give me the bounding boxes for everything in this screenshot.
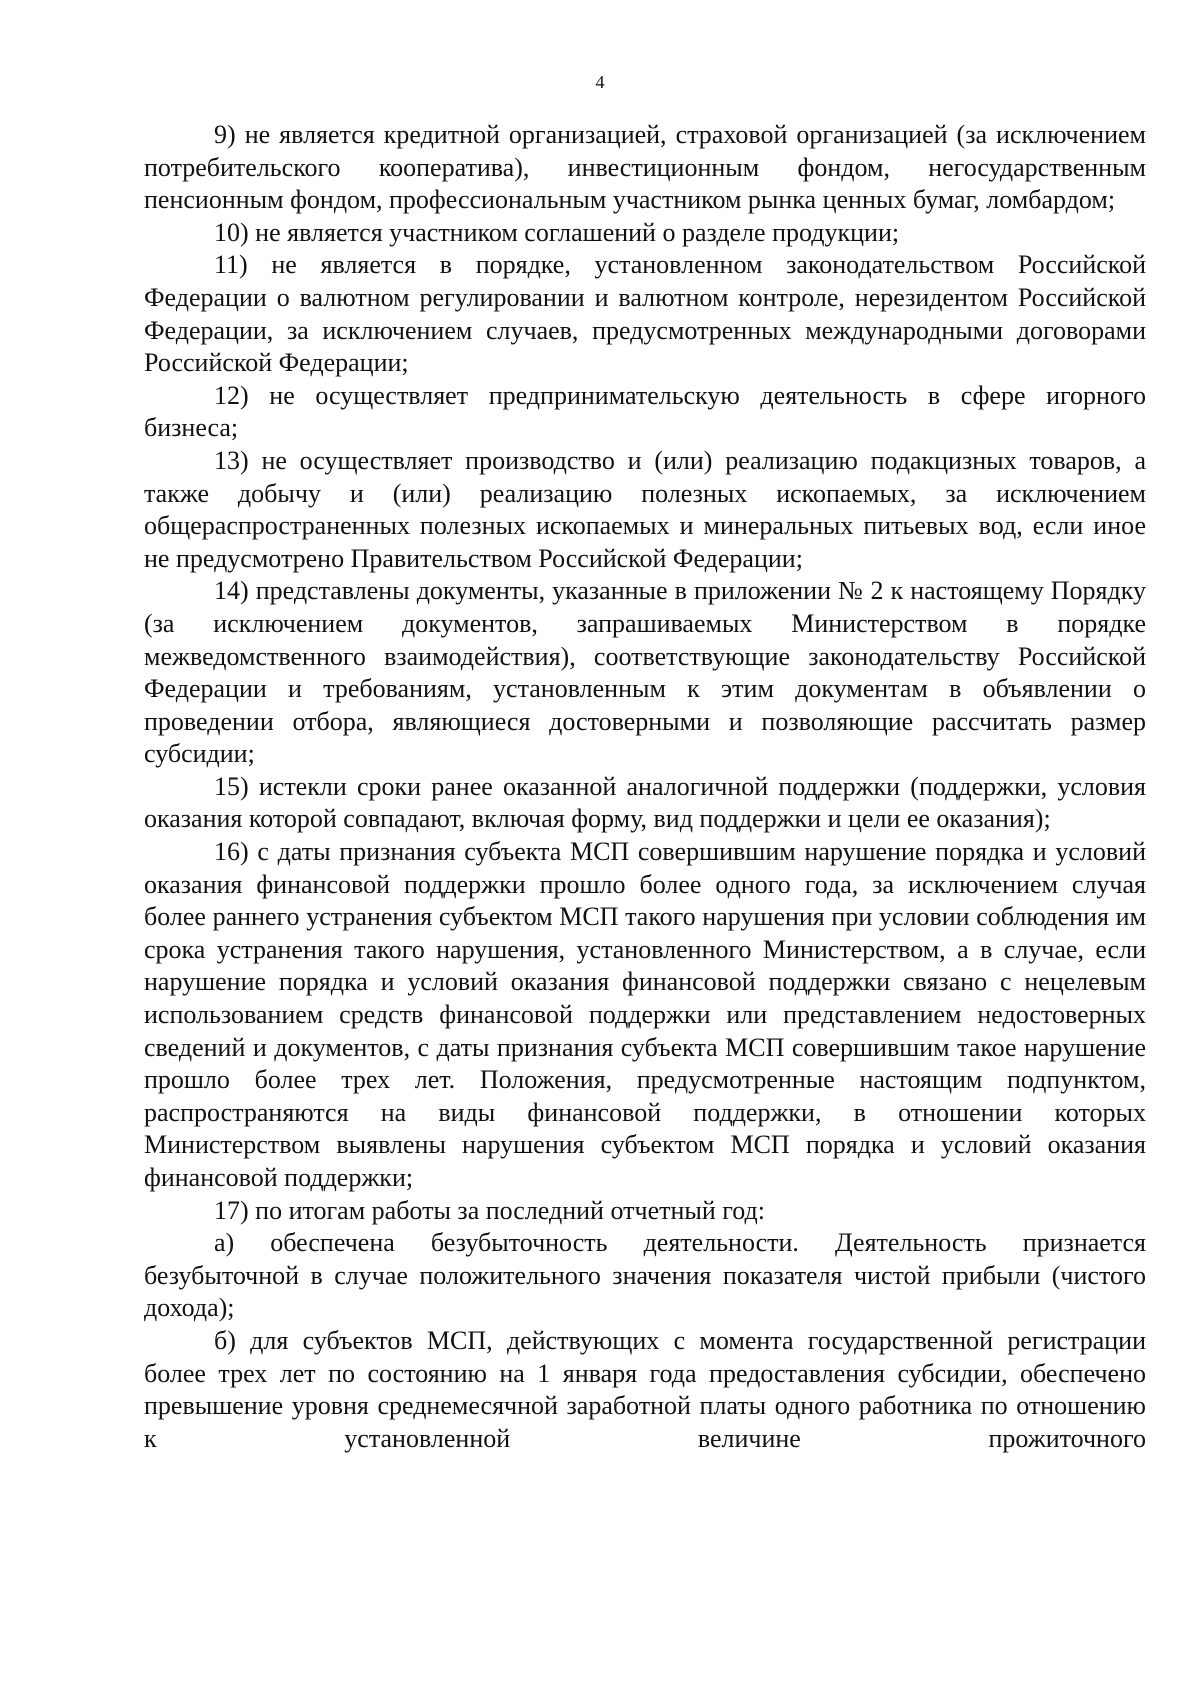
list-item-10: 10) не является участником соглашений о разделе продукции; xyxy=(214,217,900,247)
sub-item-17a: а) обеспечена безубыточность деятельности. Деятельность признается безубыточной в случае положительного значения показателя чистой прибыли (чистого дохода); xyxy=(144,1228,1146,1323)
list-item-16: 16) с даты признания субъекта МСП совершившим нарушение порядка и условий оказания финансовой поддержки прошло более одного года, за исключением случая более раннего устранения субъектом МСП такого нарушения при условии соблюдения им срока устранения такого нарушения, установленного Министерством, а в случае, если нарушение порядка и условий оказания финансовой поддержки связано с нецелевым использованием средств финансовой поддержки или представлением недостоверных сведений и документов, с даты признания субъекта МСП совершившим такое нарушение прошло более трех лет. Положения, предусмотренные настоящим подпунктом, распространяются на виды финансовой поддержки, в отношении которых Министерством выявлены нарушения субъектом МСП порядка и условий оказания финансовой поддержки; xyxy=(144,837,1146,1192)
list-item-14: 14) представлены документы, указанные в приложении № 2 к настоящему Порядку (за исключением документов, запрашиваемых Министерством в порядке межведомственного взаимодействия), соответствующие законодательству Российской Федерации и требованиям, установленным к этим документам в объявлении о проведении отбора, являющиеся достоверными и позволяющие рассчитать размер субсидии; xyxy=(144,576,1146,769)
list-item-13: 13) не осуществляет производство и (или) реализацию подакцизных товаров, а также добычу и (или) реализацию полезных ископаемых, за исключением общераспространенных полезных ископаемых и минеральных питьевых вод, если иное не предусмотрено Правительством Российской Федерации; xyxy=(144,445,1146,573)
document-body xyxy=(144,119,1146,1455)
page-number: 4 xyxy=(595,72,605,92)
list-item-15: 15) истекли сроки ранее оказанной аналогичной поддержки (поддержки, условия оказания которой совпадают, включая форму, вид поддержки и цели ее оказания); xyxy=(144,771,1146,834)
sub-item-17b: б) для субъектов МСП, действующих с момента государственной регистрации более трех лет по состоянию на 1 января года предоставления субсидии, обеспечено превышение уровня среднемесячной заработной платы одного работника по отношению к установленной величине прожиточного xyxy=(144,1325,1146,1453)
list-item-9: 9) не является кредитной организацией, страховой организацией (за исключением потребительского кооператива), инвестиционным фондом, негосударственным пенсионным фондом, профессиональным участником рынка ценных бумаг, ломбардом; xyxy=(144,120,1146,215)
list-item-11: 11) не является в порядке, установленном законодательством Российской Федерации о валютном регулировании и валютном контроле, нерезидентом Российской Федерации, за исключением случаев, предусмотренных международными договорами Российской Федерации; xyxy=(144,250,1146,378)
list-item-12: 12) не осуществляет предпринимательскую деятельность в сфере игорного бизнеса; xyxy=(144,380,1146,443)
list-item-17: 17) по итогам работы за последний отчетный год: xyxy=(214,1195,765,1225)
